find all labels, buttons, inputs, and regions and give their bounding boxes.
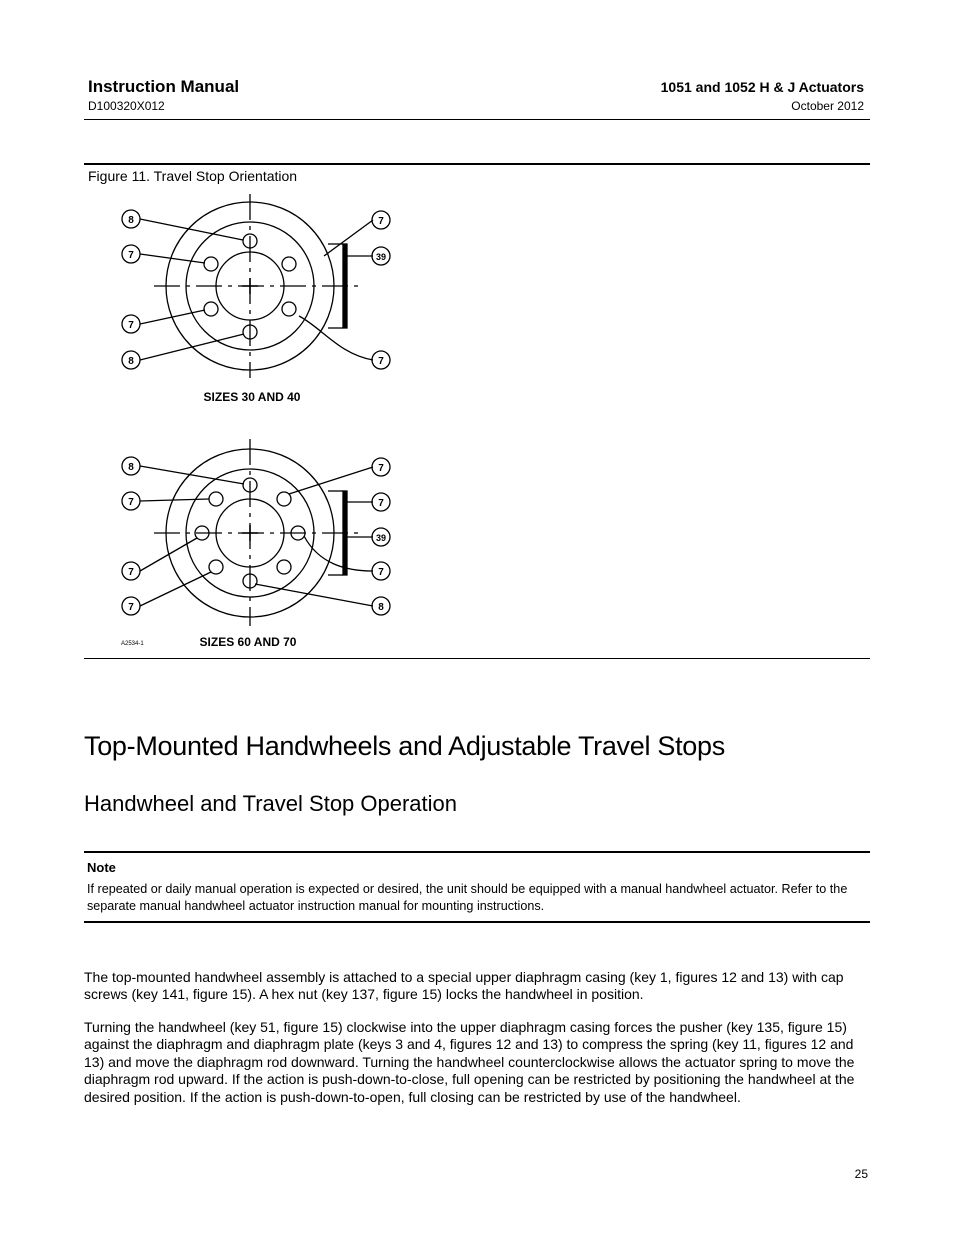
callout-number: 7	[128, 567, 134, 578]
bolt-hole	[204, 257, 218, 271]
subsection-heading: Handwheel and Travel Stop Operation	[84, 791, 458, 816]
bolt-hole	[209, 492, 223, 506]
figure-caption: Figure 11. Travel Stop Orientation	[88, 168, 298, 184]
callout-number: 39	[375, 252, 387, 262]
callout-number: 39	[375, 533, 387, 543]
page-number: 25	[854, 1167, 868, 1181]
bottom-diagram-label: SIZES 60 AND 70	[199, 635, 297, 649]
top-diagram-label: SIZES 30 AND 40	[203, 390, 301, 404]
bolt-hole	[277, 560, 291, 574]
bolt-hole	[282, 257, 296, 271]
callout-number: 7	[128, 320, 134, 331]
note-label: Note	[87, 860, 116, 875]
body-paragraph: The top-mounted handwheel assembly is attached to a special upper diaphragm casing (key 1, figures 12 and 13) with cap screws (key 141, figure 15). A hex nut (key 137, figure 15) locks the handwheel in position.	[84, 969, 844, 1003]
travel-stop-diagram	[84, 186, 424, 656]
top-diagram	[122, 194, 390, 378]
bolt-hole	[282, 302, 296, 316]
document-number: D100320X012	[88, 99, 165, 113]
section-heading: Top-Mounted Handwheels and Adjustable Travel Stops	[84, 731, 725, 761]
body-paragraph: Turning the handwheel (key 51, figure 15) clockwise into the upper diaphragm casing forces the pusher (key 135, figure 15) against the diaphragm and diaphragm plate (keys 3 and 4, figures 12 and 13) to compress the spring (key 11, figures 12 and 13) and move the diaphragm rod downward. Turning the handwheel counterclockwise allows the actuator spring to move the diaphragm rod upward. If the action is push-down-to-close, full opening can be restricted by positioning the handwheel at the desired position. If the action is push-down-to-open, full closing can be restricted by use of the handwheel.	[84, 1019, 855, 1105]
note-bottom-rule	[84, 921, 870, 923]
publication-date: October 2012	[791, 99, 864, 113]
travel-stop-bar	[343, 244, 347, 328]
figure-top-rule	[84, 163, 870, 165]
callout-number: 7	[378, 463, 384, 474]
bolt-hole	[204, 302, 218, 316]
note-text: If repeated or daily manual operation is expected or desired, the unit should be equipped with a manual handwheel actuator. Refer to the separate manual handwheel actuator instruction manual for mounting instructions.	[87, 882, 848, 913]
callout-number: 8	[128, 462, 134, 473]
bottom-diagram	[122, 439, 390, 626]
callout-number: 7	[128, 250, 134, 261]
callout-number: 8	[378, 602, 384, 613]
callout-number: 8	[128, 215, 134, 226]
figure-bottom-rule	[84, 658, 870, 659]
callout-number: 7	[378, 216, 384, 227]
travel-stop-bar	[343, 491, 347, 575]
callout-number: 7	[378, 498, 384, 509]
bolt-hole	[209, 560, 223, 574]
product-title: 1051 and 1052 H & J Actuators	[660, 79, 864, 95]
bolt-hole	[277, 492, 291, 506]
callout-number: 8	[128, 356, 134, 367]
drawing-code: A2534-1	[121, 641, 144, 647]
callout-number: 7	[378, 567, 384, 578]
callout-number: 7	[128, 602, 134, 613]
callout-number: 7	[378, 356, 384, 367]
manual-title: Instruction Manual	[88, 77, 240, 96]
header-divider	[84, 119, 870, 120]
callout-number: 7	[128, 497, 134, 508]
note-top-rule	[84, 851, 870, 853]
